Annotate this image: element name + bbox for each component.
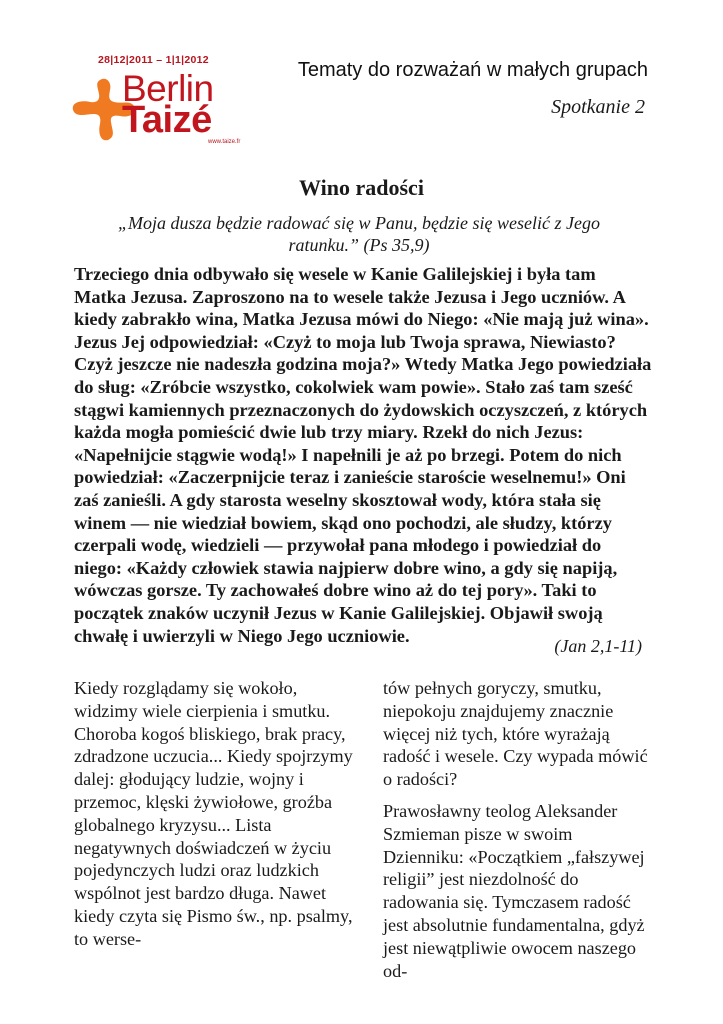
gospel-reading: Trzeciego dnia odbywało się wesele w Kanie Galilejskiej i była tam Matka Jezusa. Zaproszono na to wesele także Jezusa i Jego uczniów. A kiedy zabrakło wina, Matka Jezusa mówi do Niego: «Nie mają już wina». Jezus Jej odpowiedział: «Czyż to moja lub Twoja sprawa, Niewiasto? Czyż jeszcze nie nadeszła godzina moja?» Wtedy Matka Jego powiedziała do sług: «Zróbcie wszystko, cokolwiek wam powie». Stało zaś tam sześć stągwi kamiennych przeznaczonych do żydowskich oczyszczeń, z których każda mogła pomieścić dwie lub trzy miary. Rzekł do nich Jezus: «Napełnijcie stągwie wodą!» I napełnili je aż po brzegi. Potem do nich powiedział: «Zaczerpnijcie teraz i zanieście staroście weselnemu!» Oni zaś zanieśli. A gdy starosta weselny skosztował wody, która stała się winem — nie wiedział bowiem, skąd ono pochodzi, ale słudzy, którzy czerpali wodę, wiedzieli — przywołał pana młodego i powiedział do niego: «Każdy człowiek stawia najpierw dobre wino, a gdy się napiją, wówczas gorsze. Ty zachowałeś dobre wino aż do tej pory». Taki to początek znaków uczynił Jezus w Kanie Galilejskiej. Objawił swoją chwałę i uwierzyli w Niego Jego uczniowie.: [74, 264, 652, 646]
logo-url: www.taize.fr: [208, 139, 241, 145]
gospel-reference: (Jan 2,1-11): [554, 636, 642, 656]
header-title: Tematy do rozważań w małych grupach: [297, 59, 648, 81]
psalm-quote: „Moja dusza będzie radować się w Panu, będzie się weselić z Jego ratunku.” (Ps 35,9): [118, 213, 600, 255]
left-paragraph: Kiedy rozglądamy się wokoło, widzimy wiele cierpienia i smutku. Choroba kogoś bliskiego, brak pracy, zdradzone uczucia... Kiedy spojrzymy dalej: głodujący ludzie, wojny i przemoc, klęski żywiołowe, groźba globalnego kryzysu... Lista negatywnych doświadczeń w życiu pojedynczych ludzi oraz ludzkich wspólnot jest bardzo długa. Nawet kiedy czyta się Pismo św., np. psalmy, to werse-: [74, 678, 353, 949]
right-paragraph-2: Prawosławny teolog Aleksander Szmieman pisze w swoim Dzienniku: «Początkiem „fałszywej religii” jest niezdolność do radowania się. Tymczasem radość jest absolutnie fundamentalna, gdyż jest niewątpliwie owocem naszego od-: [383, 800, 645, 981]
berlin-taize-logo: [70, 54, 255, 149]
logo-dates: 28|12|2011 – 1|1|2012: [98, 54, 209, 66]
logo-berlin-text: Berlin: [122, 68, 214, 109]
logo-taize-text: Taizé: [122, 99, 212, 141]
page-title: Wino radości: [299, 175, 424, 200]
right-column: [383, 677, 653, 991]
right-paragraph-1: tów pełnych goryczy, smutku, niepokoju znajdujemy znacznie więcej niż tych, które wyrażają radość i wesele. Czy wypada mówić o radości?: [383, 678, 648, 790]
left-column: [74, 677, 354, 960]
meeting-number: Spotkanie 2: [551, 96, 645, 118]
